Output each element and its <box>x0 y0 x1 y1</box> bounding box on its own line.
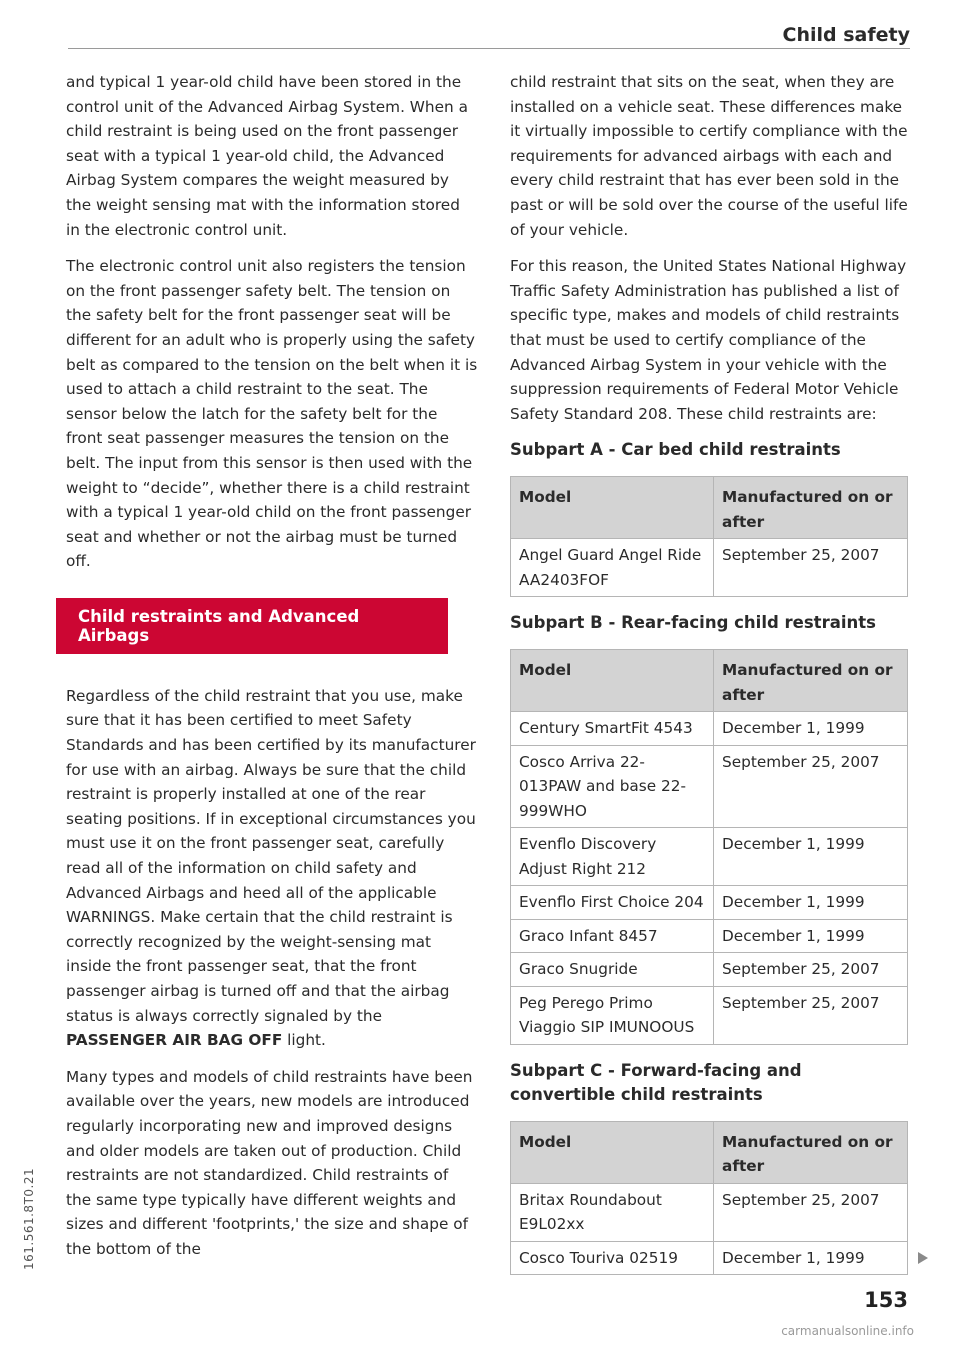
table-row <box>511 828 908 886</box>
table-row <box>511 1241 908 1275</box>
indicator-light-name: PASSENGER AIR BAG OFF <box>66 1031 283 1050</box>
date-cell: September 25, 2007 <box>714 539 908 597</box>
column-header-model: Model <box>511 1121 714 1183</box>
table-row <box>511 986 908 1044</box>
model-cell: Graco Snugride <box>511 953 714 987</box>
date-cell: September 25, 2007 <box>714 745 908 828</box>
model-cell: Cosco Arriva 22-013PAW and base 22-999WHO <box>511 745 714 828</box>
column-header-date: Manufactured on or after <box>714 650 908 712</box>
subpart-a-heading: Subpart A - Car bed child restraints <box>510 440 841 460</box>
model-cell: Angel Guard Angel Ride AA2403FOF <box>511 539 714 597</box>
column-header-model: Model <box>511 477 714 539</box>
model-cell: Century SmartFit 4543 <box>511 712 714 746</box>
date-cell: September 25, 2007 <box>714 1183 908 1241</box>
continue-arrow-icon <box>918 1252 928 1264</box>
column-header-date: Manufactured on or after <box>714 477 908 539</box>
paragraph: The electronic control unit also registers the tension on the front passenger safety belt. The tension on the safety belt for the front passenger seat will be different for an adult who is properly using the safety belt as compared to the tension on the belt when it is used to attach a child restraint to the seat. The sensor below the latch for the safety belt for the front seat passenger measures the tension on the belt. The input from this sensor is then used with the weight to “decide”, whether there is a child restraint with a typical 1 year-old child on the front passenger seat and whether or not the airbag must be turned off. <box>66 257 478 571</box>
paragraph <box>66 684 478 1053</box>
model-cell: Cosco Touriva 02519 <box>511 1241 714 1275</box>
date-cell: September 25, 2007 <box>714 986 908 1044</box>
column-header-model: Model <box>511 650 714 712</box>
paragraph-text: light. <box>287 1031 326 1050</box>
section-title: Child safety <box>782 24 910 46</box>
table-row <box>511 745 908 828</box>
table-header-row <box>511 1121 908 1183</box>
paragraph: child restraint that sits on the seat, when they are installed on a vehicle seat. These differences make it virtually impossible to certify compliance with the requirements for advanced airbags with each and every child restraint that has ever been sold in the past or will be sold over the course of the useful life of your vehicle. <box>510 73 908 239</box>
right-column <box>510 70 910 1289</box>
table-row <box>511 1183 908 1241</box>
subpart-c-heading: Subpart C - Forward-facing and convertible child restraints <box>510 1060 802 1104</box>
watermark: carmanualsonline.info <box>781 1324 914 1338</box>
document-id: 161.561.8T0.21 <box>22 1167 36 1270</box>
model-cell: Graco Infant 8457 <box>511 919 714 953</box>
section-heading: Child restraints and Advanced Airbags <box>56 598 448 654</box>
page-number: 153 <box>864 1288 908 1312</box>
date-cell: September 25, 2007 <box>714 953 908 987</box>
table-row <box>511 953 908 987</box>
model-cell: Evenflo Discovery Adjust Right 212 <box>511 828 714 886</box>
paragraph-text: Regardless of the child restraint that you use, make sure that it has been certified to meet Safety Standards and has been certified by its manufacturer for use with an airbag. Always be sure that the child restraint is properly installed at one of the rear seating positions. If in exceptional circumstances you must use it on the front passenger seat, carefully read all of the information on child safety and Advanced Airbags and heed all of the applicable WARNINGS. Make certain that the child restraint is correctly recognized by the weight-sensing mat inside the front passenger seat, that the front passenger airbag is turned off and that the airbag status is always correctly signaled by the <box>66 686 476 1025</box>
subpart-c-table <box>510 1121 908 1276</box>
table-row <box>511 712 908 746</box>
model-cell: Peg Perego Primo Viaggio SIP IMUNOOUS <box>511 986 714 1044</box>
paragraph: Many types and models of child restraints have been available over the years, new models are introduced regularly incorporating new and improved designs and older models are taken out of production. Child restraints are not standardized. Child restraints of the same type typically have different weights and sizes and different 'footprints,' the size and shape of the bottom of the <box>66 1067 473 1258</box>
table-header-row <box>511 477 908 539</box>
left-column <box>66 70 478 1274</box>
paragraph: For this reason, the United States National Highway Traffic Safety Administration has published a list of specific type, makes and models of child restraints that must be used to certify compliance of the Advanced Airbag System in your vehicle with the suppression requirements of Federal Motor Vehicle Safety Standard 208. These child restraints are: <box>510 257 907 423</box>
model-cell: Evenflo First Choice 204 <box>511 886 714 920</box>
table-row <box>511 886 908 920</box>
subpart-b-heading: Subpart B - Rear-facing child restraints <box>510 613 876 633</box>
date-cell: December 1, 1999 <box>714 828 908 886</box>
header-divider <box>68 48 910 49</box>
table-header-row <box>511 650 908 712</box>
date-cell: December 1, 1999 <box>714 712 908 746</box>
table-row <box>511 919 908 953</box>
date-cell: December 1, 1999 <box>714 919 908 953</box>
date-cell: December 1, 1999 <box>714 886 908 920</box>
column-header-date: Manufactured on or after <box>714 1121 908 1183</box>
model-cell: Britax Roundabout E9L02xx <box>511 1183 714 1241</box>
date-cell: December 1, 1999 <box>714 1241 908 1275</box>
paragraph: and typical 1 year-old child have been stored in the control unit of the Advanced Airbag System. When a child restraint is being used on the front passenger seat with a typical 1 year-old child, the Advanced Airbag System compares the weight measured by the weight sensing mat with the information stored in the electronic control unit. <box>66 73 468 239</box>
subpart-b-table <box>510 649 908 1045</box>
table-row <box>511 539 908 597</box>
subpart-a-table <box>510 476 908 597</box>
